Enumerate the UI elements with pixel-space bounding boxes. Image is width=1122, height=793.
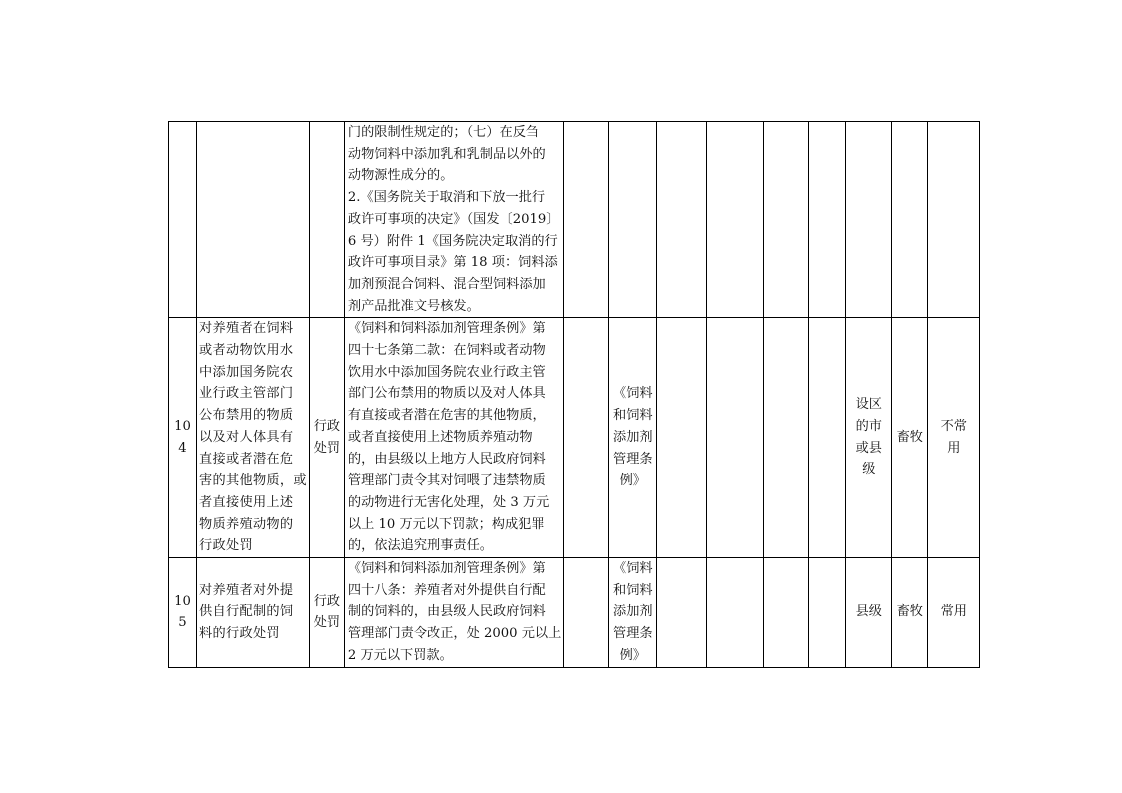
legal-basis-line: 门的限制性规定的；（七）在反刍 <box>347 125 540 140</box>
table-row <box>169 122 980 318</box>
item-name-line: 料的行政处罚 <box>199 626 280 642</box>
regulation-line: 《饲料 <box>613 561 653 577</box>
regulation-line: 管理条 <box>613 451 653 467</box>
item-name-line: 对养殖者对外提 <box>199 582 294 598</box>
empty-cell <box>764 122 809 318</box>
legal-basis-line: 的，由县级以上地方人民政府饲料 <box>347 451 546 467</box>
regulation-line: 管理条 <box>613 626 653 642</box>
category-cell <box>309 558 344 668</box>
legal-basis-cell <box>344 558 563 668</box>
item-name-line: 业行政主管部门 <box>199 386 294 402</box>
enforcement-table <box>168 121 980 668</box>
jurisdiction-level-line: 级 <box>862 462 876 478</box>
department-cell <box>892 122 928 318</box>
jurisdiction-level-cell <box>846 318 892 558</box>
regulation-cell <box>609 122 657 318</box>
legal-basis-line: 加剂预混合饲料、混合型饲料添加 <box>347 276 546 292</box>
table-row <box>169 318 980 558</box>
item-name-line: 对养殖者在饲料 <box>199 321 294 337</box>
category-line: 处罚 <box>313 440 341 456</box>
empty-cell <box>564 318 609 558</box>
legal-basis-line: 政许可事项目录》第 18 项：饲料添 <box>347 255 558 271</box>
empty-cell <box>764 558 809 668</box>
frequency-line: 不常 <box>940 418 967 434</box>
item-name-line: 行政处罚 <box>199 538 253 554</box>
jurisdiction-level-line: 设区 <box>855 397 882 413</box>
item-name-line: 者直接使用上述 <box>199 494 294 510</box>
legal-basis-cell <box>344 318 563 558</box>
category-line: 行政 <box>313 593 341 609</box>
item-name-line: 直接或者潜在危 <box>199 451 294 467</box>
legal-basis-line: 四十七条第二款：在饲料或者动物 <box>347 343 546 359</box>
jurisdiction-level-line: 的市 <box>855 418 882 434</box>
item-name-line: 以及对人体具有 <box>199 429 294 445</box>
category-line: 处罚 <box>313 615 341 631</box>
item-name-cell <box>197 558 310 668</box>
empty-cell <box>764 318 809 558</box>
legal-basis-line: 部门公布禁用的物质以及对人体具 <box>347 386 546 402</box>
legal-basis-line: 饮用水中添加国务院农业行政主管 <box>347 364 546 380</box>
legal-basis-line: 的，依法追究刑事责任。 <box>347 538 493 554</box>
jurisdiction-level-cell <box>846 122 892 318</box>
row-number-cell <box>169 122 197 318</box>
regulation-line: 添加剂 <box>613 604 653 620</box>
legal-basis-line: 有直接或者潜在危害的其他物质， <box>347 408 546 424</box>
item-name-cell <box>197 318 310 558</box>
legal-basis-line: 政许可事项的决定》（国发〔2019〕 <box>347 211 560 227</box>
row-number-cell: 105 <box>169 558 197 668</box>
item-name-cell <box>197 122 310 318</box>
legal-basis-line: 《饲料和饲料添加剂管理条例》第 <box>347 321 546 337</box>
frequency-line: 常用 <box>940 604 967 620</box>
frequency-cell <box>928 122 980 318</box>
table-row <box>169 558 980 668</box>
empty-cell <box>657 122 707 318</box>
regulation-line: 和饲料 <box>613 408 653 424</box>
regulation-line: 《饲料 <box>613 386 653 402</box>
regulation-line: 例》 <box>619 473 646 489</box>
legal-basis-line: 2 万元以下罚款。 <box>347 647 453 663</box>
jurisdiction-level-line: 或县 <box>855 440 882 456</box>
item-name-line: 物质养殖动物的 <box>199 516 294 532</box>
item-name-line: 供自行配制的饲 <box>199 604 294 620</box>
regulation-line: 添加剂 <box>613 429 653 445</box>
legal-basis-line: 管理部门责令改正，处 2000 元以上 <box>347 626 562 642</box>
empty-cell <box>707 122 764 318</box>
item-name-line: 中添加国务院农 <box>199 364 294 380</box>
empty-cell <box>809 318 846 558</box>
legal-basis-cell <box>344 122 563 318</box>
jurisdiction-level-cell <box>846 558 892 668</box>
frequency-line: 用 <box>947 440 961 456</box>
item-name-line: 害的其他物质，或 <box>199 473 307 489</box>
legal-basis-line: 四十八条：养殖者对外提供自行配 <box>347 582 546 598</box>
legal-basis-line: 2.《国务院关于取消和下放一批行 <box>347 190 546 206</box>
regulation-cell <box>609 318 657 558</box>
jurisdiction-level-line: 县级 <box>855 604 882 620</box>
row-number-cell: 104 <box>169 318 197 558</box>
empty-cell <box>564 122 609 318</box>
legal-basis-line: 的动物进行无害化处理，处 3 万元 <box>347 494 550 510</box>
category-cell <box>309 122 344 318</box>
table-body <box>169 122 980 668</box>
category-cell <box>309 318 344 558</box>
empty-cell <box>657 318 707 558</box>
legal-basis-line: 或者直接使用上述物质养殖动物 <box>347 429 533 445</box>
legal-basis-line: 剂产品批准文号核发。 <box>347 298 480 314</box>
empty-cell <box>657 558 707 668</box>
legal-basis-line: 《饲料和饲料添加剂管理条例》第 <box>347 561 546 577</box>
empty-cell <box>707 558 764 668</box>
legal-basis-line: 6 号）附件 1《国务院决定取消的行 <box>347 233 558 249</box>
item-name-line: 或者动物饮用水 <box>199 343 294 359</box>
department-cell: 畜牧 <box>892 558 928 668</box>
regulation-cell <box>609 558 657 668</box>
legal-basis-line: 管理部门责令其对饲喂了违禁物质 <box>347 473 546 489</box>
item-name-line: 公布禁用的物质 <box>199 408 294 424</box>
empty-cell <box>809 558 846 668</box>
legal-basis-line: 以上 10 万元以下罚款；构成犯罪 <box>347 516 545 532</box>
category-line: 行政 <box>313 418 341 434</box>
empty-cell <box>707 318 764 558</box>
department-cell: 畜牧 <box>892 318 928 558</box>
legal-basis-line: 制的饲料的，由县级人民政府饲料 <box>347 604 546 620</box>
empty-cell <box>809 122 846 318</box>
empty-cell <box>564 558 609 668</box>
legal-basis-line: 动物源性成分的。 <box>347 168 454 184</box>
frequency-cell <box>928 558 980 668</box>
regulation-line: 和饲料 <box>613 582 653 598</box>
regulation-line: 例》 <box>619 647 646 663</box>
frequency-cell <box>928 318 980 558</box>
legal-basis-line: 动物饲料中添加乳和乳制品以外的 <box>347 146 546 162</box>
